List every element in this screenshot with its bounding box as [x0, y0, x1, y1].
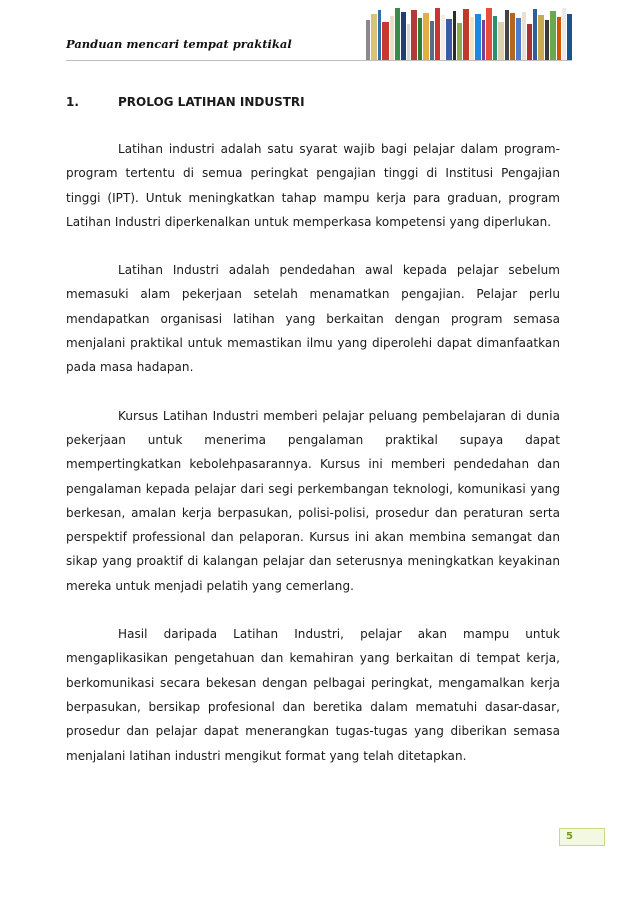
book-spine [371, 14, 376, 60]
book-spine [482, 20, 486, 60]
book-spine [516, 18, 520, 60]
book-spine [423, 13, 429, 60]
book-spine [550, 11, 555, 60]
paragraph: Kursus Latihan Industri memberi pelajar peluang pembelajaran di dunia pekerjaan untuk menerima pengalaman praktikal supaya dapat mempertingkatkan kebolehpasarannya. Kursus ini memberi pendedahan dan pengalaman kepada pelajar dari segi perkembangan teknologi, komunikasi yang berkesan, amalan kerja berpasukan, polisi-polisi, prosedur dan peraturan serta perspektif professional dan pelaporan. Kursus ini akan membina semangat dan sikap yang proaktif di kalangan pelajar dan seterusnya meningkatkan keyakinan mereka untuk menjadi pelatih yang cemerlang. [66, 408, 560, 593]
book-spine [486, 8, 491, 60]
book-spine [430, 21, 434, 60]
book-spine [545, 20, 549, 60]
book-spine [390, 16, 394, 60]
book-spine [470, 17, 474, 60]
book-spine [557, 17, 561, 60]
book-spine [401, 12, 405, 60]
body-text [66, 137, 560, 792]
section-heading [66, 95, 305, 109]
page-number: 5 [559, 828, 605, 846]
book-spine [493, 16, 497, 60]
book-spine [498, 22, 504, 60]
book-spine [457, 23, 461, 60]
book-spine [382, 22, 388, 60]
book-spine [366, 20, 370, 60]
paragraph: Latihan industri adalah satu syarat wajib bagi pelajar dalam program-program tertentu di semua peringkat pengajian tinggi di Institusi Pengajian tinggi (IPT). Untuk meningkatkan tahap mampu kerja para graduan, program Latihan Industri diperkenalkan untuk memperkasa kompetensi yang diperlukan. [66, 142, 560, 229]
book-spine [407, 24, 411, 60]
book-spine [435, 8, 440, 60]
book-spine [527, 24, 532, 60]
section-title: PROLOG LATIHAN INDUSTRI [118, 95, 305, 109]
book-spine [418, 18, 422, 60]
book-spine [453, 11, 457, 60]
book-spine [378, 10, 382, 60]
book-spine [567, 14, 572, 60]
book-spine [475, 14, 480, 60]
running-header: Panduan mencari tempat praktikal [66, 37, 292, 51]
books-icon [366, 8, 572, 60]
book-spine [441, 15, 445, 60]
book-spine [562, 8, 566, 60]
book-spine [463, 9, 469, 60]
book-spine [505, 10, 509, 60]
book-spine [411, 10, 416, 60]
book-spine [522, 12, 526, 60]
book-spine [446, 19, 451, 60]
book-spine [395, 8, 400, 60]
book-spine [533, 9, 537, 60]
section-number: 1. [66, 95, 79, 109]
header-divider [66, 60, 572, 61]
paragraph: Hasil daripada Latihan Industri, pelajar akan mampu untuk mengaplikasikan pengetahuan dan kemahiran yang berkaitan di tempat kerja, berkomunikasi secara bekesan dengan pelbagai peringkat, mengamalkan kerja berpasukan, bersikap profesional dan beretika dalam mematuhi dasar-dasar, prosedur dan pelajar dapat menerangkan tugas-tugas yang diberikan semasa menjalani latihan industri mengikut format yang telah ditetapkan. [66, 627, 560, 763]
book-spine [538, 15, 544, 60]
book-spine [510, 13, 515, 60]
paragraph: Latihan Industri adalah pendedahan awal kepada pelajar sebelum memasuki alam pekerjaan setelah menamatkan pengajian. Pelajar perlu mendapatkan organisasi latihan yang berkaitan dengan program semasa menjalani praktikal untuk memastikan ilmu yang diperolehi dapat dimanfaatkan pada masa hadapan. [66, 263, 560, 375]
